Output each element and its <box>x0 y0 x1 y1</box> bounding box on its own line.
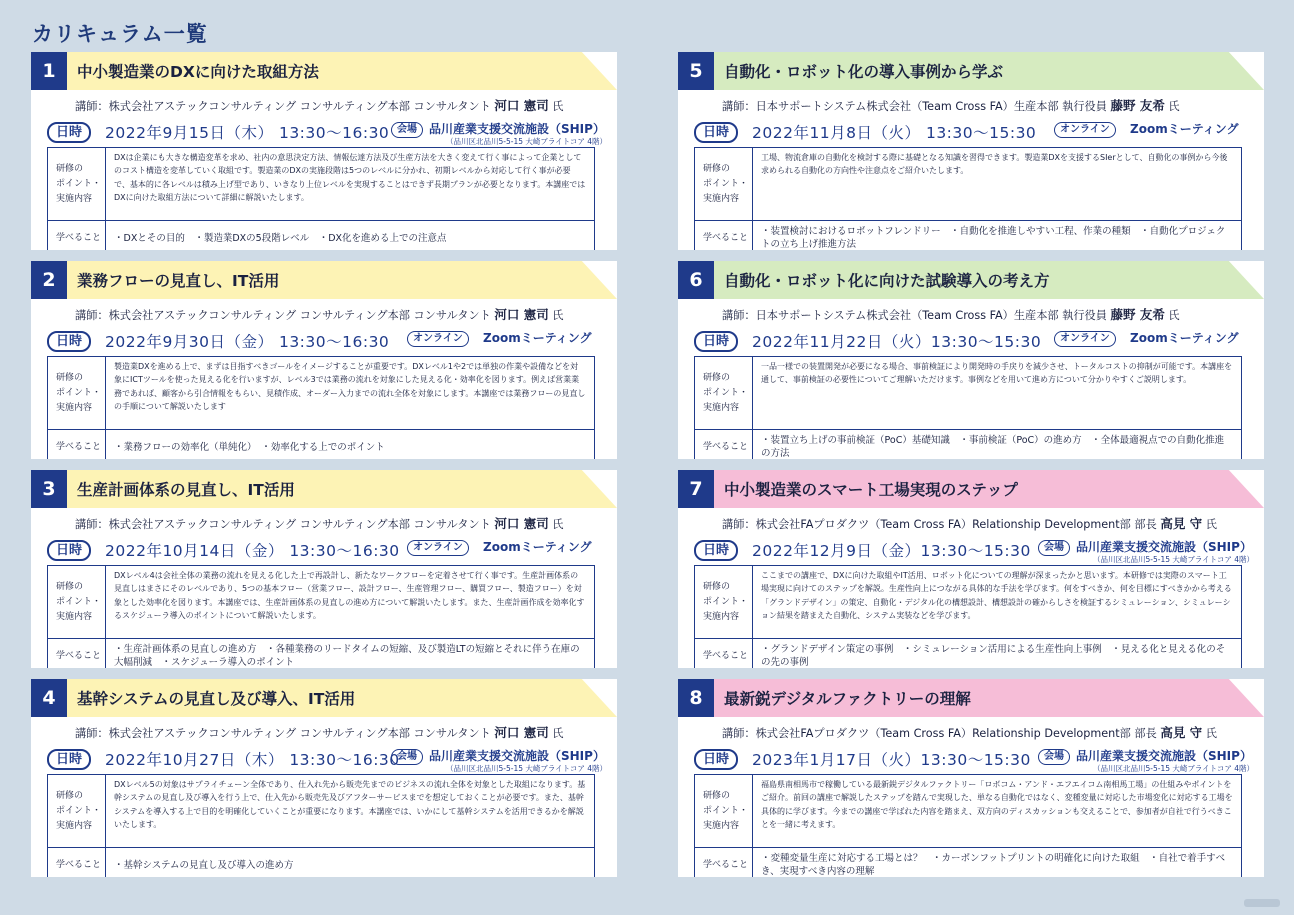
instructor-name: 河口 憲司 <box>494 725 549 740</box>
info-table <box>694 565 1242 668</box>
session-title: 生産計画体系の見直し、IT活用 <box>77 481 295 499</box>
card-header <box>678 470 1264 508</box>
points-text: ここまでの講座で、DXに向けた取組やIT活用、ロボット化についての理解が深まったかと思います。本研修では実際のスマート工場実現に向けてのステップを解説。生産性向上につながる具体的な手法を学びます。何をすべきか、何を目標にすべきかから考える「グランドデザイン」の策定、自動化・デジタル化の構想設計、構想設計の確からしさを検証するシミュレーション、シミュレーション結果を踏まえた自動化、システム実装などを学びます。 <box>761 571 1232 621</box>
card-header <box>31 52 617 90</box>
points-label-line: 研修の <box>56 581 84 592</box>
instructor-affiliation: 講師：株式会社アステックコンサルティング コンサルティング本部 コンサルタント <box>75 727 491 740</box>
session-number: 5 <box>678 52 714 90</box>
info-table <box>47 565 595 668</box>
points-text: 福島県南相馬市で稼働している最新鋭デジタルファクトリー「ロボコム・アンド・エフエイコム南相馬工場」の仕組みやポイントをご紹介。前回の講座で解説したステップを踏んで実現した、単なる自動化ではなく、変種変量に対応した市場変化に対応する工場を具体的に学びます。今までの講座で学ばれた内容を踏まえ、双方向のディスカッションも交えることで、参加者が自社で行うべきことを一緒に考えます。 <box>761 780 1233 830</box>
points-label <box>48 566 106 638</box>
points-row <box>48 357 594 430</box>
instructor-affiliation: 講師：日本サポートシステム株式会社（Team Cross FA）生産本部 執行役員 <box>722 100 1107 113</box>
info-table <box>694 356 1242 459</box>
curriculum-card <box>31 261 617 459</box>
learn-text: ・生産計画体系の見直しの進め方 ・各種業務のリードタイムの短縮、及び製造LTの短縮とそれに伴う在庫の大幅削減 ・スケジューラ導入のポイント <box>114 644 580 668</box>
points-row <box>695 148 1241 221</box>
instructor-line <box>722 514 1217 532</box>
points-label <box>695 775 753 847</box>
curriculum-card <box>678 261 1264 459</box>
instructor-line <box>722 723 1217 741</box>
venue-address: （品川区北品川5-5-15 大崎ブライトコア 4階） <box>1093 764 1255 773</box>
venue-name: Zoomミーティング <box>1130 331 1239 345</box>
venue-address: （品川区北品川5-5-15 大崎ブライトコア 4階） <box>1093 555 1255 564</box>
learn-row <box>695 430 1241 459</box>
venue-address: （品川区北品川5-5-15 大崎ブライトコア 4階） <box>446 764 608 773</box>
session-date: 2023年1月17日（火）13:30～15:30 <box>752 751 1031 769</box>
session-title: 自動化・ロボット化に向けた試験導入の考え方 <box>724 272 1050 290</box>
points-text: DXレベル4は会社全体の業務の流れを見える化した上で再設計し、新たなワークフローを定着させて行く事です。生産計画体系の見直しはまさにそのレベルであり、5つの基本フロー（営業フロー、設計フロー、生産管理フロー、購買フロー、製造フロー）を対象とした効率化を図ります。本講座では、生産計画体系の見直しの進め方について解説いたします。また、生産計画作成を効率化するスケジューラ導入のポイントについて解説いたします。 <box>114 571 585 621</box>
venue-badge: 会場 <box>1038 749 1070 765</box>
points-label-line: ポイント・ <box>56 387 102 398</box>
learn-label: 学べること <box>48 430 106 459</box>
venue-badge: オンライン <box>407 331 469 347</box>
page-title: カリキュラム一覧 <box>32 22 208 46</box>
instructor-line <box>75 514 563 532</box>
points-label-line: 研修の <box>56 372 84 383</box>
points-row <box>48 148 594 221</box>
instructor-line <box>722 305 1180 323</box>
points-label-line: 実施内容 <box>703 820 740 831</box>
info-table <box>47 356 595 459</box>
card-header <box>31 261 617 299</box>
date-row <box>47 329 609 353</box>
date-label: 日時 <box>47 331 91 352</box>
points-text: 工場、物流倉庫の自動化を検討する際に基礎となる知識を習得できます。製造業DXを支援するSIerとして、自動化の事例から今後求められる自動化の方向性や注意点をご紹介いたします。 <box>761 153 1228 176</box>
learn-row <box>48 221 594 250</box>
points-label-line: ポイント・ <box>56 805 102 816</box>
curriculum-card <box>678 470 1264 668</box>
curriculum-column-left <box>31 52 617 888</box>
card-header <box>678 261 1264 299</box>
venue-name: 品川産業支援交流施設（SHIP） <box>1076 749 1252 763</box>
instructor-affiliation: 講師：日本サポートシステム株式会社（Team Cross FA）生産本部 執行役員 <box>722 309 1107 322</box>
session-number: 4 <box>31 679 67 717</box>
instructor-honorific: 氏 <box>1168 100 1180 113</box>
points-row <box>695 775 1241 848</box>
session-title: 中小製造業のDXに向けた取組方法 <box>77 63 319 81</box>
points-text: DXレベル5の対象はサプライチェーン全体であり、仕入れ先から販売先までのビジネスの流れ全体を対象とした取組になります。基幹システムの見直し及び導入を行う上で、仕入先から販売先及びアフターサービスまでを想定しておくことが必要です。また、基幹システムを導入する上で目的を明確化していくことが重要になります。本講座では、いかにして基幹システムを活用できるかを解説いたします。 <box>114 780 586 830</box>
points-label <box>48 775 106 847</box>
session-number: 2 <box>31 261 67 299</box>
venue-name: Zoomミーティング <box>483 331 592 345</box>
points-label-line: 実施内容 <box>703 611 740 622</box>
learn-row <box>48 848 594 877</box>
learn-label: 学べること <box>48 639 106 668</box>
venue-badge: オンライン <box>1054 331 1116 347</box>
instructor-name: 河口 憲司 <box>494 516 549 531</box>
corner-decoration <box>1244 899 1280 907</box>
points-label-line: ポイント・ <box>703 387 749 398</box>
session-title: 基幹システムの見直し及び導入、IT活用 <box>77 690 356 708</box>
points-row <box>48 566 594 639</box>
date-label: 日時 <box>47 122 91 143</box>
venue-badge: 会場 <box>391 749 423 765</box>
card-header <box>31 679 617 717</box>
date-label: 日時 <box>694 540 738 561</box>
session-number: 8 <box>678 679 714 717</box>
date-label: 日時 <box>694 749 738 770</box>
date-row <box>47 747 609 771</box>
session-number: 3 <box>31 470 67 508</box>
learn-row <box>48 639 594 668</box>
instructor-name: 藤野 友希 <box>1110 98 1165 113</box>
session-date: 2022年10月14日（金） 13:30～16:30 <box>105 542 400 560</box>
points-label-line: ポイント・ <box>703 805 749 816</box>
date-row <box>694 538 1256 562</box>
instructor-honorific: 氏 <box>552 518 564 531</box>
date-row <box>694 329 1256 353</box>
points-label-line: 実施内容 <box>703 402 740 413</box>
venue-badge: 会場 <box>1038 540 1070 556</box>
learn-text: ・グランドデザイン策定の事例 ・シミュレーション活用による生産性向上事例 ・見える化と見える化のその先の事例 <box>761 644 1226 668</box>
learn-label: 学べること <box>695 430 753 459</box>
instructor-affiliation: 講師：株式会社FAプロダクツ（Team Cross FA）Relationship Development部 部長 <box>722 727 1157 740</box>
learn-text: ・装置検討におけるロボットフレンドリー ・自動化を推進しやすい工程、作業の種類 ・自動化プロジェクトの立ち上げ推進方法 <box>761 226 1226 250</box>
info-table <box>47 774 595 877</box>
learn-text: ・装置立ち上げの事前検証（PoC）基礎知識 ・事前検証（PoC）の進め方 ・全体最適視点での自動化推進の方法 <box>761 435 1225 459</box>
points-label-line: 研修の <box>703 372 731 383</box>
session-date: 2022年11月8日（火） 13:30～15:30 <box>752 124 1037 142</box>
learn-text: ・業務フローの効率化（単純化） ・効率化する上でのポイント <box>114 441 385 453</box>
points-label-line: ポイント・ <box>703 596 749 607</box>
date-label: 日時 <box>47 749 91 770</box>
points-label <box>48 357 106 429</box>
points-label-line: 実施内容 <box>56 402 93 413</box>
points-label-line: 研修の <box>703 790 731 801</box>
instructor-honorific: 氏 <box>552 727 564 740</box>
session-date: 2022年12月9日（金）13:30～15:30 <box>752 542 1031 560</box>
points-label-line: 実施内容 <box>56 820 93 831</box>
instructor-name: 高見 守 <box>1160 516 1203 531</box>
date-label: 日時 <box>47 540 91 561</box>
points-text: 製造業DXを進める上で、まずは目指すべきゴールをイメージすることが重要です。DXレベル1や2では単独の作業や設備などを対象にICTツールを使った見える化を行いますが、レベル3では業務の流れを対象にした見える化・効率化を図ります。例えば営業業務であれば、顧客から引合情報をもらい、見積作成、オーダー入力までの流れ全体を対象にします。本講座では業務フローの見直しの手順について解説いたします <box>114 362 586 412</box>
date-label: 日時 <box>694 331 738 352</box>
instructor-line <box>75 96 563 114</box>
instructor-honorific: 氏 <box>552 100 564 113</box>
instructor-honorific: 氏 <box>552 309 564 322</box>
session-title: 業務フローの見直し、IT活用 <box>77 272 280 290</box>
instructor-line <box>75 305 563 323</box>
session-date: 2022年9月15日（木） 13:30～16:30 <box>105 124 390 142</box>
info-table <box>47 147 595 250</box>
points-text: DXは企業にも大きな構造変革を求め、社内の意思決定方法、情報伝達方法及び生産方法を大きく変えて行く事によって企業としてのコスト構造を変革していく取組です。製造業のDXの実施段階は5つのレベルに分かれ、初期レベルから対応して行く事が必要で、基本的に各レベルは積み上げ型であり、いきなり上位レベルを実現することはできず長期プランが必要となります。本講座ではDXに向けた取組方法について詳細に解説いたします。 <box>114 153 586 203</box>
points-label-line: 実施内容 <box>56 193 93 204</box>
info-table <box>694 774 1242 877</box>
learn-row <box>48 430 594 459</box>
session-title: 中小製造業のスマート工場実現のステップ <box>724 481 1018 499</box>
session-date: 2022年10月27日（木） 13:30～16:30 <box>105 751 400 769</box>
session-title: 最新鋭デジタルファクトリーの理解 <box>724 690 971 708</box>
curriculum-card <box>678 679 1264 877</box>
learn-row <box>695 639 1241 668</box>
learn-label: 学べること <box>695 221 753 250</box>
session-date: 2022年9月30日（金） 13:30～16:30 <box>105 333 390 351</box>
card-header <box>678 52 1264 90</box>
instructor-name: 河口 憲司 <box>494 307 549 322</box>
session-number: 1 <box>31 52 67 90</box>
learn-label: 学べること <box>48 221 106 250</box>
points-label <box>695 148 753 220</box>
learn-text: ・基幹システムの見直し及び導入の進め方 <box>114 859 294 871</box>
instructor-honorific: 氏 <box>1205 518 1217 531</box>
points-row <box>48 775 594 848</box>
date-label: 日時 <box>694 122 738 143</box>
instructor-name: 藤野 友希 <box>1110 307 1165 322</box>
curriculum-card <box>678 52 1264 250</box>
learn-row <box>695 848 1241 877</box>
venue-name: 品川産業支援交流施設（SHIP） <box>429 122 605 136</box>
curriculum-card <box>31 679 617 877</box>
learn-label: 学べること <box>695 848 753 877</box>
instructor-honorific: 氏 <box>1205 727 1217 740</box>
instructor-affiliation: 講師：株式会社FAプロダクツ（Team Cross FA）Relationship Development部 部長 <box>722 518 1157 531</box>
learn-label: 学べること <box>48 848 106 877</box>
points-label-line: ポイント・ <box>56 596 102 607</box>
session-number: 7 <box>678 470 714 508</box>
learn-row <box>695 221 1241 250</box>
session-number: 6 <box>678 261 714 299</box>
venue-name: Zoomミーティング <box>1130 122 1239 136</box>
card-header <box>678 679 1264 717</box>
instructor-name: 高見 守 <box>1160 725 1203 740</box>
instructor-affiliation: 講師：株式会社アステックコンサルティング コンサルティング本部 コンサルタント <box>75 309 491 322</box>
venue-badge: オンライン <box>1054 122 1116 138</box>
instructor-honorific: 氏 <box>1168 309 1180 322</box>
session-date: 2022年11月22日（火）13:30～15:30 <box>752 333 1042 351</box>
points-label-line: 研修の <box>703 163 731 174</box>
learn-text: ・DXとその目的 ・製造業DXの5段階レベル ・DX化を進める上での注意点 <box>114 232 447 244</box>
points-label-line: 研修の <box>56 163 84 174</box>
date-row <box>47 538 609 562</box>
info-table <box>694 147 1242 250</box>
venue-address: （品川区北品川5-5-15 大崎ブライトコア 4階） <box>446 137 608 146</box>
date-row <box>47 120 609 144</box>
venue-badge: 会場 <box>391 122 423 138</box>
points-label-line: ポイント・ <box>703 178 749 189</box>
date-row <box>694 120 1256 144</box>
instructor-affiliation: 講師：株式会社アステックコンサルティング コンサルティング本部 コンサルタント <box>75 518 491 531</box>
points-label <box>695 357 753 429</box>
instructor-affiliation: 講師：株式会社アステックコンサルティング コンサルティング本部 コンサルタント <box>75 100 491 113</box>
points-row <box>695 566 1241 639</box>
learn-text: ・変種変量生産に対応する工場とは？ ・カーボンフットプリントの明確化に向けた取組 ・自社で着手すべき、実現すべき内容の理解 <box>761 853 1225 877</box>
points-label-line: 研修の <box>703 581 731 592</box>
card-header <box>31 470 617 508</box>
session-title: 自動化・ロボット化の導入事例から学ぶ <box>724 63 1004 81</box>
curriculum-card <box>31 470 617 668</box>
date-row <box>694 747 1256 771</box>
venue-badge: オンライン <box>407 540 469 556</box>
learn-label: 学べること <box>695 639 753 668</box>
points-label-line: 実施内容 <box>703 193 740 204</box>
points-text: 一品一様での装置開発が必要になる場合、事前検証により開発時の手戻りを減少させ、トータルコストの抑制が可能です。本講座を通して、事前検証の必要性についてご理解いただけます。事例などを用いて進め方について分かりやすくご説明します。 <box>761 362 1233 385</box>
points-label <box>48 148 106 220</box>
points-label-line: 実施内容 <box>56 611 93 622</box>
venue-name: 品川産業支援交流施設（SHIP） <box>1076 540 1252 554</box>
curriculum-column-right <box>678 52 1264 888</box>
venue-name: 品川産業支援交流施設（SHIP） <box>429 749 605 763</box>
points-row <box>695 357 1241 430</box>
curriculum-card <box>31 52 617 250</box>
instructor-name: 河口 憲司 <box>494 98 549 113</box>
venue-name: Zoomミーティング <box>483 540 592 554</box>
points-label-line: ポイント・ <box>56 178 102 189</box>
instructor-line <box>75 723 563 741</box>
points-label-line: 研修の <box>56 790 84 801</box>
points-label <box>695 566 753 638</box>
instructor-line <box>722 96 1180 114</box>
